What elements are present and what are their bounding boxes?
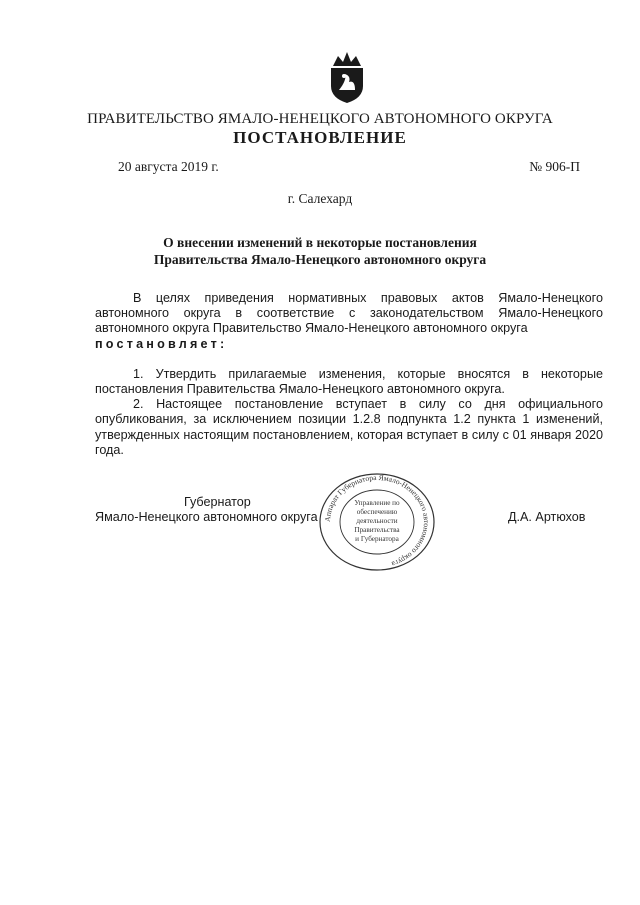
document-body <box>95 291 603 458</box>
stamp-line-4: Правительства <box>354 526 400 534</box>
document-city: г. Салехард <box>287 191 353 206</box>
official-stamp <box>318 472 436 572</box>
decides-line: постановляет: <box>95 336 228 351</box>
document-number: № 906-П <box>529 159 580 174</box>
stamp-line-3: деятельности <box>356 517 398 525</box>
title-line-1: О внесении изменений в некоторые постановления <box>163 235 477 250</box>
coat-of-arms-icon <box>327 50 367 104</box>
document-title <box>0 234 640 268</box>
item-1-paragraph: 1. Утвердить прилагаемые изменения, которые вносятся в некоторые постановления Правительства Ямало-Ненецкого автономного округа. <box>95 366 603 397</box>
item-2-paragraph: 2. Настоящее постановление вступает в силу со дня официального опубликования, за исключением позиции 1.2.8 подпункта 1.2 пункта 1 изменений, утвержденных настоящим постановлением, которая вступает в силу с 01 января 2020 года. <box>95 397 603 457</box>
signer-position-line-2: Ямало-Ненецкого автономного округа <box>95 510 318 524</box>
signer-name: Д.А. Артюхов <box>508 510 586 524</box>
document-date: 20 августа 2019 г. <box>118 159 219 174</box>
stamp-line-1: Управление по <box>354 499 400 507</box>
signer-position-line-1: Губернатор <box>184 495 251 509</box>
government-name: ПРАВИТЕЛЬСТВО ЯМАЛО-НЕНЕЦКОГО АВТОНОМНОГО ОКРУГА <box>87 111 553 127</box>
document-type: ПОСТАНОВЛЕНИЕ <box>233 128 407 147</box>
stamp-line-2: обеспечению <box>356 508 398 516</box>
preamble-paragraph: В целях приведения нормативных правовых актов Ямало-Ненецкого автономного округа в соответствие с законодательством Ямало-Ненецкого автономного округа Правительство Ямало-Ненецкого автономного округа <box>95 291 603 336</box>
stamp-ring-text: Аппарат Губернатора Ямало-Ненецкого автономного округа <box>322 472 432 569</box>
title-line-2: Правительства Ямало-Ненецкого автономного округа <box>153 252 487 267</box>
stamp-line-5: и Губернатора <box>355 535 399 543</box>
